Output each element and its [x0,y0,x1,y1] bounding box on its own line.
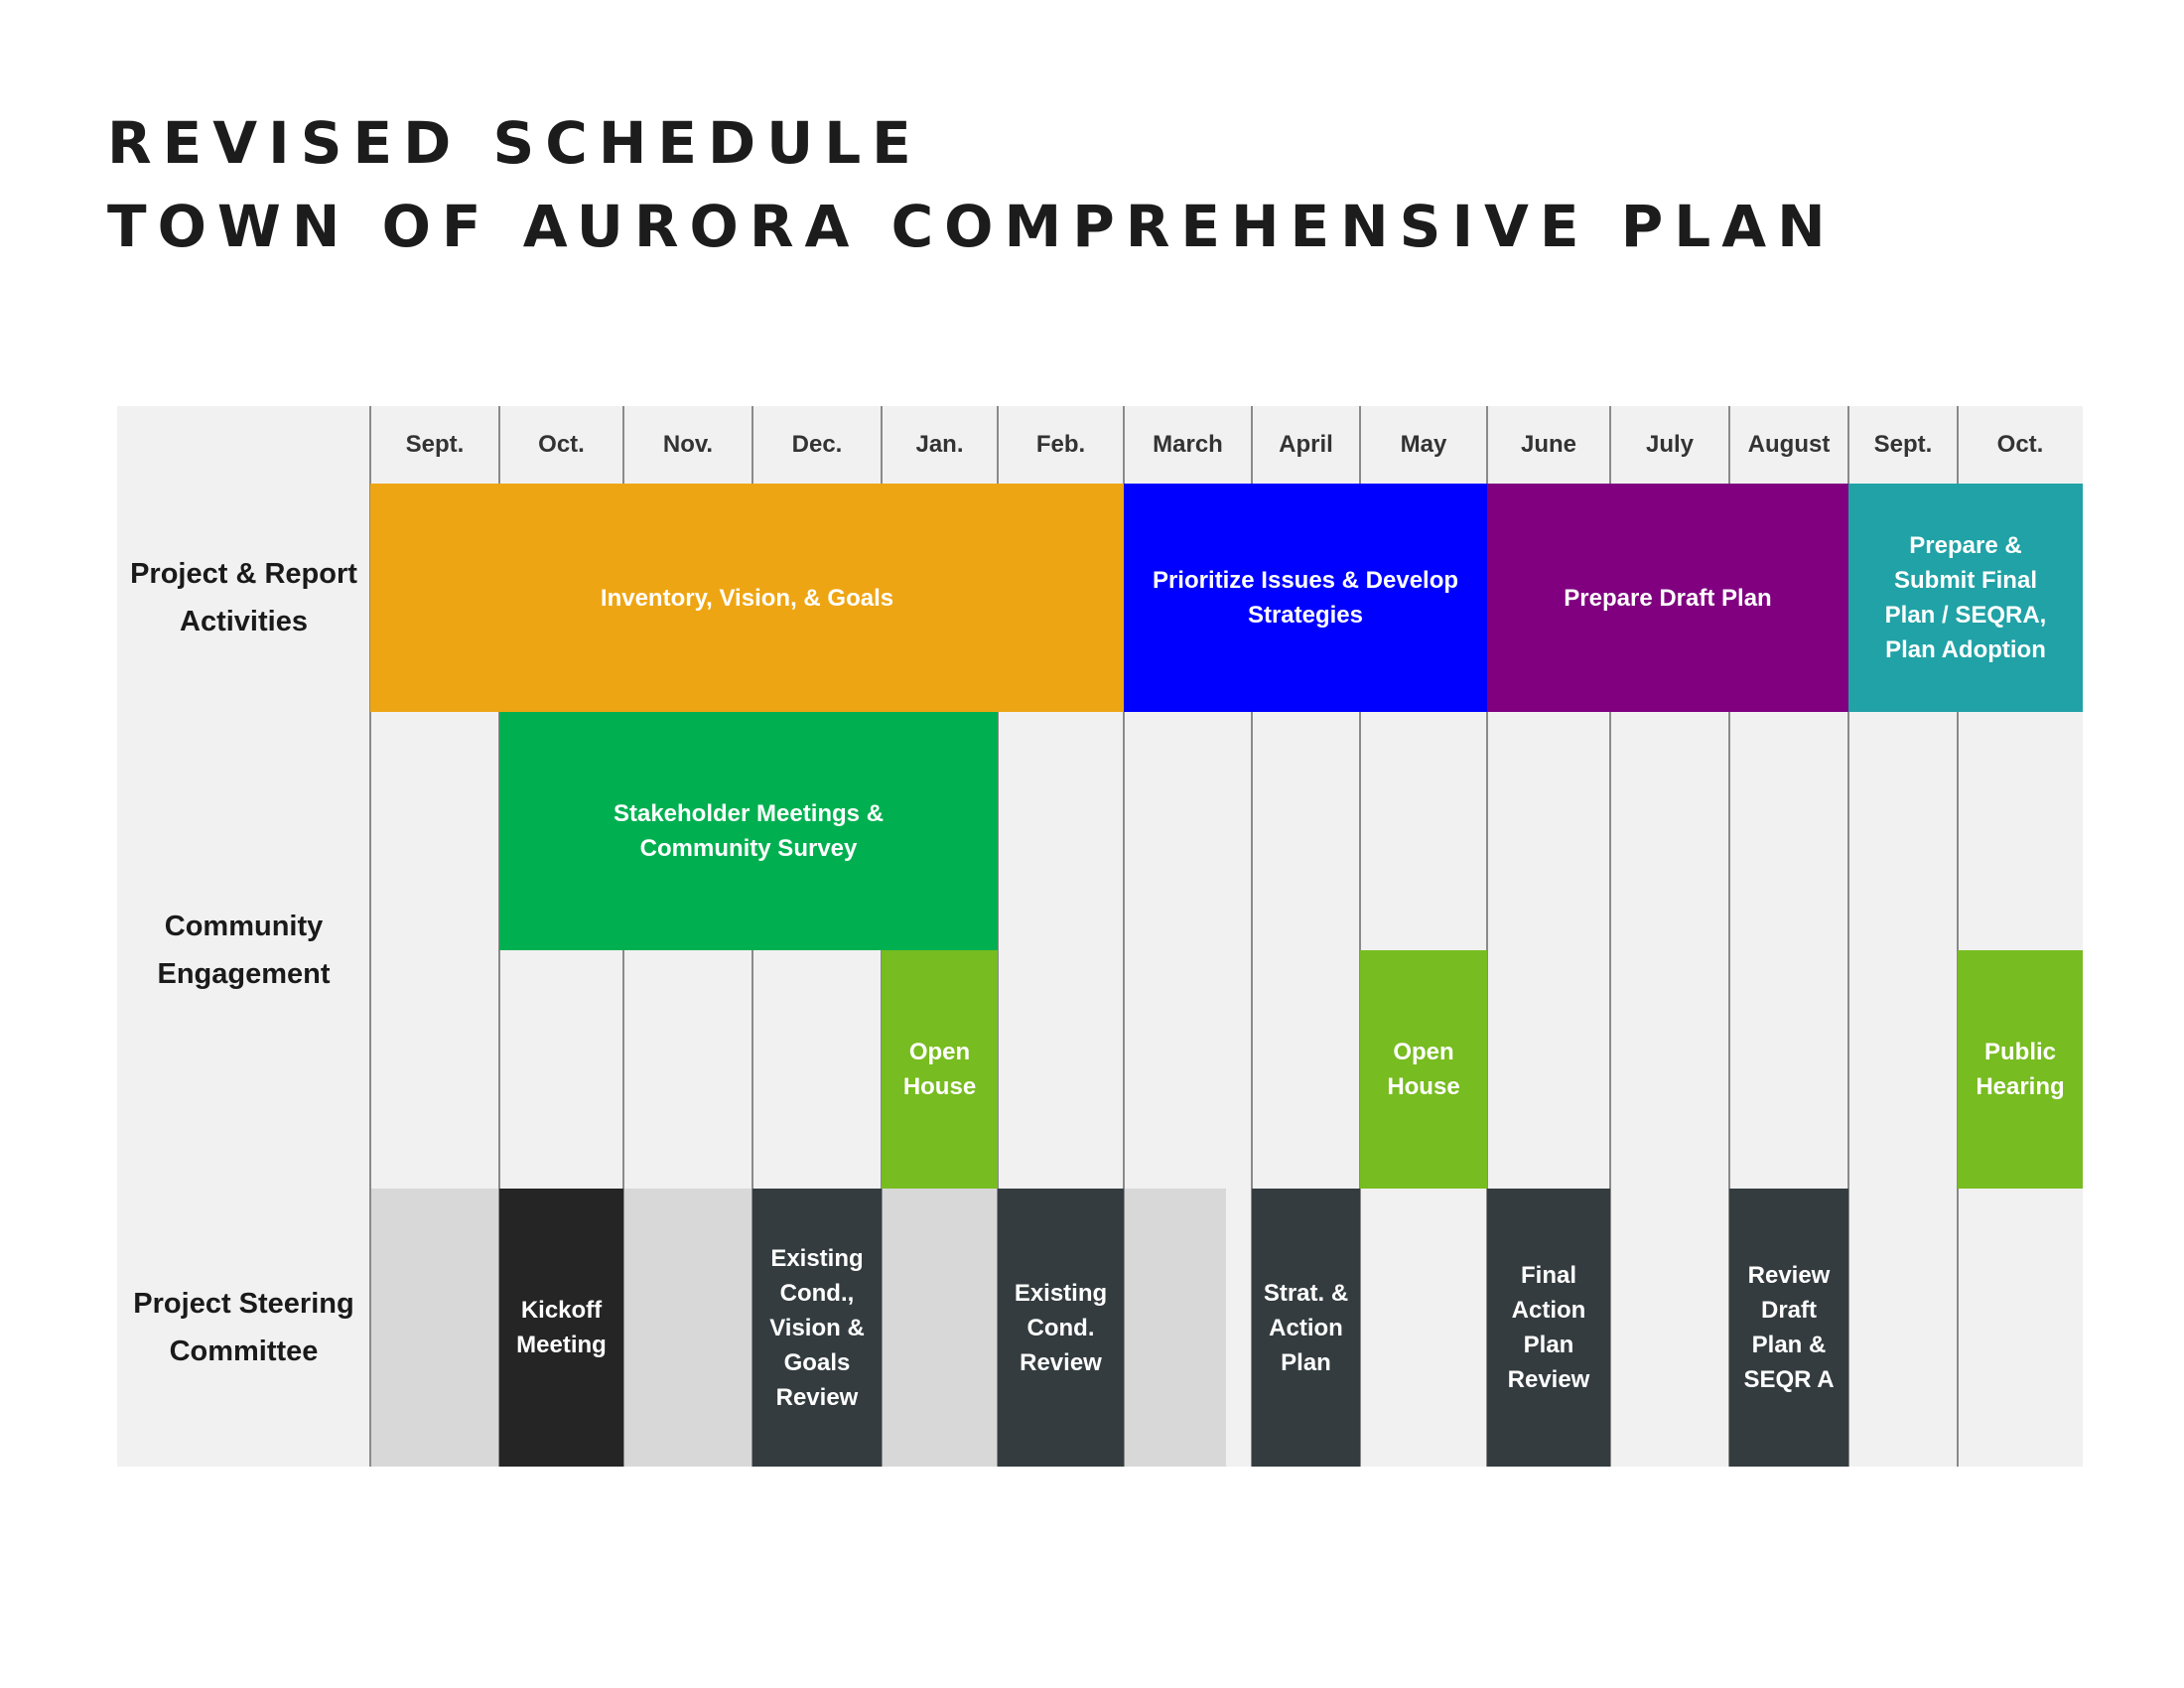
row-label-community: Community Engagement [157,911,331,990]
month-header-8: April [1279,431,1333,458]
month-header-4: Dec. [791,431,843,458]
task-bar-7: Open House [1360,950,1487,1189]
month-header-6: Feb. [1035,431,1086,458]
month-header-1: Sept. [405,431,465,458]
task-bar-5: Stakeholder Meetings & Community Survey [499,712,998,950]
task-bar-11: Existing Cond. Review [998,1189,1124,1467]
task-bar-8: Public Hearing [1958,950,2083,1189]
task-bar-9: Kickoff Meeting [499,1189,623,1467]
month-header-2: Oct. [538,431,585,458]
gantt-chart [117,406,2083,1467]
month-header-5: Jan. [915,431,964,458]
month-header-9: May [1400,431,1447,458]
page-title-line-1: REVISED SCHEDULE [107,109,922,177]
month-header-12: August [1747,431,1831,458]
month-header-13: Sept. [1873,431,1933,458]
task-bar-14: Review Draft Plan & SEQR A [1729,1189,1848,1467]
task-bar-4: Prepare & Submit Final Plan / SEQRA, Plan Adoption [1848,484,2083,712]
task-bar-6: Open House [882,950,998,1189]
month-header-14: Oct. [1996,431,2044,458]
task-bar-12: Strat. & Action Plan [1252,1189,1360,1467]
row-label-project-report: Project & Report Activities [130,558,357,637]
month-header-11: July [1645,431,1695,458]
page-title-line-2: TOWN OF AURORA COMPREHENSIVE PLAN [107,193,1837,260]
task-bar-13: Final Action Plan Review [1487,1189,1610,1467]
month-header-10: June [1520,431,1576,458]
task-bar-10: Existing Cond., Vision & Goals Review [752,1189,882,1467]
row-label-steering: Project Steering Committee [133,1288,354,1367]
month-header-7: March [1153,431,1223,458]
task-bar-2: Prioritize Issues & Develop Strategies [1124,484,1487,712]
task-bar-1: Inventory, Vision, & Goals [370,484,1124,712]
month-header-3: Nov. [662,431,714,458]
task-bar-3: Prepare Draft Plan [1487,484,1848,712]
